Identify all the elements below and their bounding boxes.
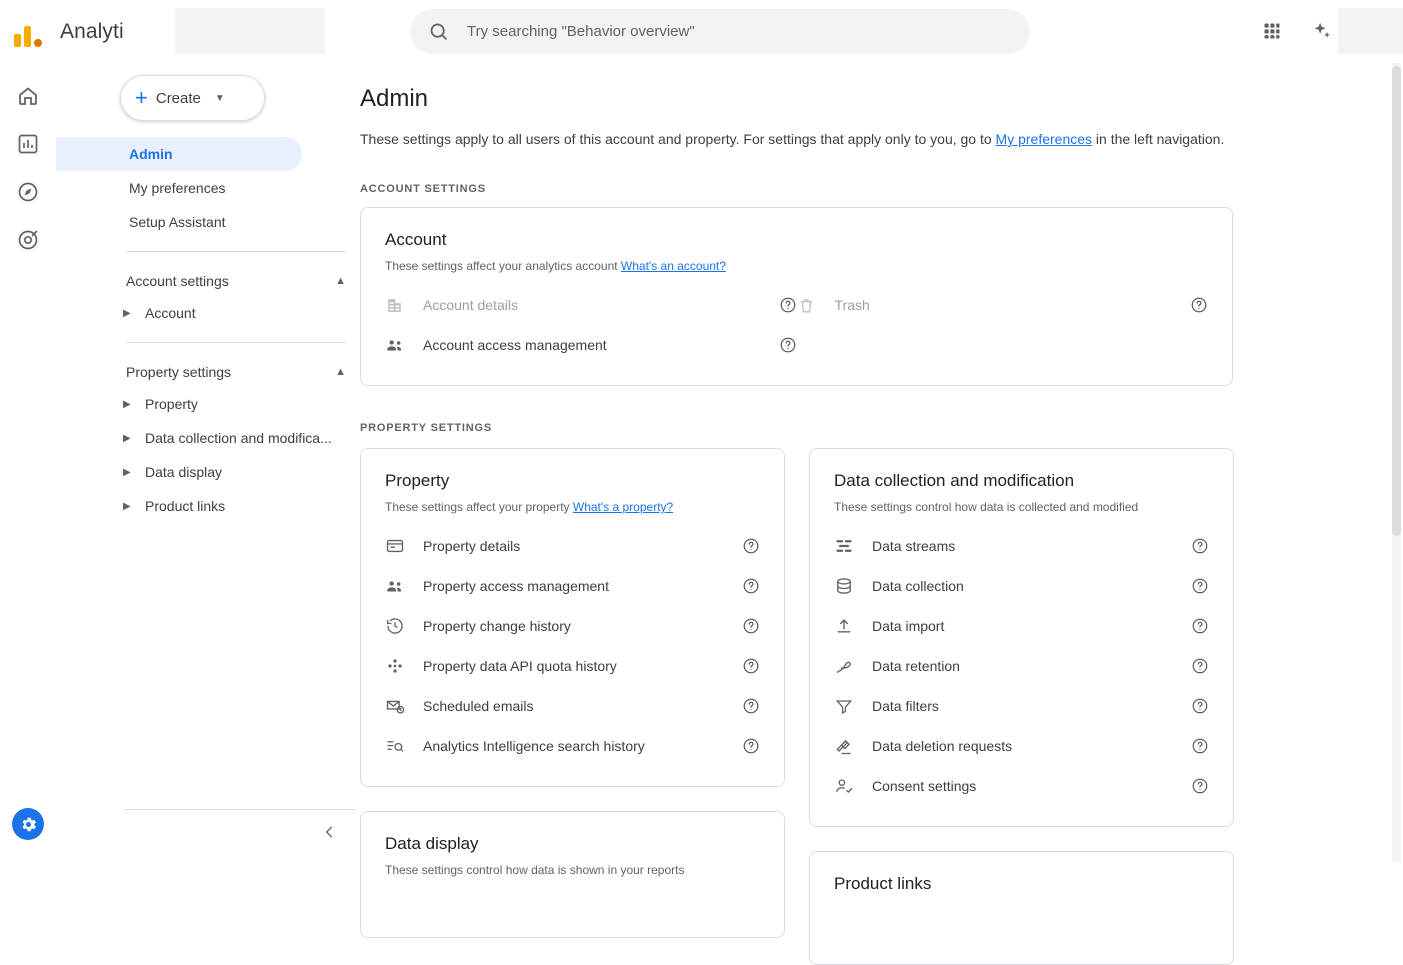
global-search[interactable] <box>410 9 1030 54</box>
eraser-icon <box>834 736 860 756</box>
account-card-desc-text: These settings affect your analytics account <box>385 259 621 273</box>
sidebar-subitem-label: Data collection and modifica... <box>145 430 332 446</box>
row-consent-settings[interactable] <box>834 766 1209 806</box>
sidebar-subitem-label: Property <box>145 396 198 412</box>
row-label: Account details <box>423 297 518 313</box>
page-title: Admin <box>360 85 429 112</box>
chevron-right-icon: ▶ <box>123 398 131 410</box>
sidebar-item-label: Admin <box>129 146 173 162</box>
row-data-collection[interactable] <box>834 566 1209 606</box>
person-check-icon <box>834 776 860 796</box>
sidebar-divider <box>126 251 346 252</box>
sidebar-subitem-label: Data display <box>145 464 223 480</box>
property-column <box>360 448 785 965</box>
row-label: Data deletion requests <box>872 738 1013 754</box>
help-circle-icon[interactable] <box>1191 537 1209 555</box>
search-icon <box>428 21 449 42</box>
home-icon[interactable] <box>15 83 41 109</box>
people-icon <box>385 335 411 355</box>
chevron-right-icon: ▶ <box>123 432 131 444</box>
people-icon <box>385 576 411 596</box>
row-label: Property change history <box>423 618 571 634</box>
top-bar <box>0 0 1403 63</box>
account-card-left-column <box>385 285 797 365</box>
brand-title: Analyti <box>60 19 124 43</box>
sidebar-group-property-settings[interactable] <box>126 357 346 387</box>
row-account-access-management[interactable] <box>385 325 797 365</box>
data-display-card-description: These settings control how data is shown in your reports <box>385 863 685 877</box>
row-property-details[interactable] <box>385 526 760 566</box>
main-content <box>360 63 1395 893</box>
whats-an-account-link[interactable]: What's an account? <box>620 259 726 273</box>
sidebar-item-my-preferences[interactable] <box>56 171 302 205</box>
account-card <box>360 207 1233 386</box>
page-subtitle-text-end: in the left navigation. <box>1092 131 1225 147</box>
building-icon <box>385 296 411 315</box>
sidebar-item-setup-assistant[interactable] <box>56 205 302 239</box>
help-circle-icon[interactable] <box>1191 777 1209 795</box>
row-label: Data import <box>872 618 945 634</box>
row-label: Property access management <box>423 578 609 594</box>
upload-icon <box>834 616 860 636</box>
data-collection-card <box>809 448 1234 827</box>
sidebar-group-label: Account settings <box>126 273 229 289</box>
apps-grid-icon[interactable] <box>1257 16 1287 46</box>
page-subtitle <box>360 131 1395 147</box>
row-label: Trash <box>834 297 870 313</box>
account-settings-section-label: ACCOUNT SETTINGS <box>360 183 486 195</box>
account-card-description <box>385 259 1208 273</box>
api-nodes-icon <box>385 656 411 676</box>
help-circle-icon[interactable] <box>742 617 760 635</box>
create-button[interactable] <box>120 75 265 121</box>
property-card-description <box>385 500 760 514</box>
product-logo <box>14 17 124 47</box>
retention-icon <box>834 656 860 676</box>
chevron-up-icon: ▲ <box>335 366 346 378</box>
card-details-icon <box>385 536 411 556</box>
account-card-right-column <box>797 285 1209 365</box>
row-data-import[interactable] <box>834 606 1209 646</box>
sidebar-group-account-settings[interactable] <box>126 266 346 296</box>
chevron-right-icon: ▶ <box>123 307 131 319</box>
data-collection-card-title: Data collection and modification <box>834 471 1075 490</box>
help-circle-icon[interactable] <box>779 296 797 314</box>
help-circle-icon[interactable] <box>742 577 760 595</box>
row-label: Data collection <box>872 578 964 594</box>
property-card-title: Property <box>385 471 450 490</box>
sidebar-subitem-product-links[interactable] <box>56 489 360 523</box>
help-circle-icon[interactable] <box>1190 296 1208 314</box>
data-collection-card-rows <box>834 526 1209 806</box>
property-card <box>360 448 785 787</box>
history-clock-icon <box>385 616 411 636</box>
streams-icon <box>834 536 860 556</box>
help-circle-icon[interactable] <box>1191 657 1209 675</box>
row-label: Property data API quota history <box>423 658 617 674</box>
database-icon <box>834 576 860 596</box>
row-data-deletion-requests[interactable] <box>834 726 1209 766</box>
filter-icon <box>834 696 860 716</box>
sidebar-subitem-property[interactable] <box>56 387 360 421</box>
property-card-rows <box>385 526 760 766</box>
scheduled-email-icon <box>385 696 411 716</box>
help-circle-icon[interactable] <box>1191 617 1209 635</box>
account-card-title: Account <box>385 230 447 249</box>
row-label: Data streams <box>872 538 956 554</box>
row-property-change-history[interactable] <box>385 606 760 646</box>
product-links-card-title: Product links <box>834 874 932 893</box>
row-label: Property details <box>423 538 521 554</box>
sidebar-subitem-data-collection[interactable] <box>56 421 360 455</box>
admin-gear-icon[interactable] <box>12 808 44 840</box>
product-links-card <box>809 851 1234 965</box>
collapse-sidebar-button[interactable] <box>316 818 344 846</box>
row-data-streams[interactable] <box>834 526 1209 566</box>
row-analytics-intelligence-search-history[interactable] <box>385 726 760 766</box>
row-label: Analytics Intelligence search history <box>423 738 645 754</box>
row-label: Scheduled emails <box>423 698 534 714</box>
row-label: Consent settings <box>872 778 977 794</box>
page-subtitle-text: These settings apply to all users of this account and property. For settings that apply only to you, go to <box>360 131 996 147</box>
plus-icon: + <box>135 85 148 110</box>
row-account-details[interactable] <box>385 285 797 325</box>
sidebar-item-label: My preferences <box>129 180 226 196</box>
row-label: Data filters <box>872 698 939 714</box>
help-circle-icon[interactable] <box>742 697 760 715</box>
chevron-down-icon: ▼ <box>214 92 225 104</box>
help-circle-icon[interactable] <box>1191 577 1209 595</box>
property-settings-columns <box>360 448 1395 965</box>
sidebar-subitem-account[interactable] <box>56 296 360 330</box>
property-card-desc-text: These settings affect your property <box>385 500 573 514</box>
data-collection-column <box>809 448 1234 965</box>
data-collection-card-description: These settings control how data is collected and modified <box>834 500 1139 514</box>
search-list-icon <box>385 736 411 756</box>
sidebar-subitem-label: Account <box>145 305 196 321</box>
help-circle-icon[interactable] <box>742 737 760 755</box>
row-property-access-management[interactable] <box>385 566 760 606</box>
sidebar-subitem-data-display[interactable] <box>56 455 360 489</box>
search-input[interactable] <box>467 23 987 40</box>
sidebar-nav <box>56 137 360 239</box>
sidebar-subitem-label: Product links <box>145 498 226 514</box>
row-label: Account access management <box>423 337 607 353</box>
analytics-logo-icon <box>14 17 44 47</box>
account-card-grid <box>385 285 1208 365</box>
help-circle-icon[interactable] <box>1191 737 1209 755</box>
avatar-placeholder-block <box>1338 8 1403 54</box>
whats-a-property-link[interactable]: What's a property? <box>572 500 674 514</box>
row-label: Data retention <box>872 658 960 674</box>
chevron-right-icon: ▶ <box>123 500 131 512</box>
row-data-filters[interactable] <box>834 686 1209 726</box>
create-button-label: Create <box>155 89 201 107</box>
help-circle-icon[interactable] <box>742 657 760 675</box>
row-data-retention[interactable] <box>834 646 1209 686</box>
row-scheduled-emails[interactable] <box>385 686 760 726</box>
sidebar-item-admin[interactable] <box>56 137 302 171</box>
row-trash[interactable] <box>797 285 1209 325</box>
sparkle-ai-icon[interactable] <box>1307 16 1337 46</box>
trash-icon <box>797 296 823 315</box>
sidebar-item-label: Setup Assistant <box>129 214 226 230</box>
left-rail <box>0 63 56 862</box>
help-circle-icon[interactable] <box>1191 697 1209 715</box>
sidebar-group-label: Property settings <box>126 364 232 380</box>
vertical-scrollbar-thumb[interactable] <box>1392 66 1401 536</box>
sidebar-footer-divider <box>124 809 356 810</box>
data-display-card-title: Data display <box>385 834 479 853</box>
help-circle-icon[interactable] <box>779 336 797 354</box>
data-display-card <box>360 811 785 938</box>
row-property-data-api-quota-history[interactable] <box>385 646 760 686</box>
property-settings-section-label: PROPERTY SETTINGS <box>360 422 492 434</box>
sidebar-divider-2 <box>126 342 346 343</box>
advertising-target-icon[interactable] <box>15 227 41 253</box>
help-circle-icon[interactable] <box>742 537 760 555</box>
reports-bar-chart-icon[interactable] <box>15 131 41 157</box>
my-preferences-link[interactable]: My preferences <box>995 131 1093 147</box>
chevron-up-icon: ▲ <box>335 275 346 287</box>
explore-compass-icon[interactable] <box>15 179 41 205</box>
chevron-right-icon: ▶ <box>123 466 131 478</box>
sidebar <box>56 63 360 862</box>
brand-placeholder-block <box>175 8 325 54</box>
